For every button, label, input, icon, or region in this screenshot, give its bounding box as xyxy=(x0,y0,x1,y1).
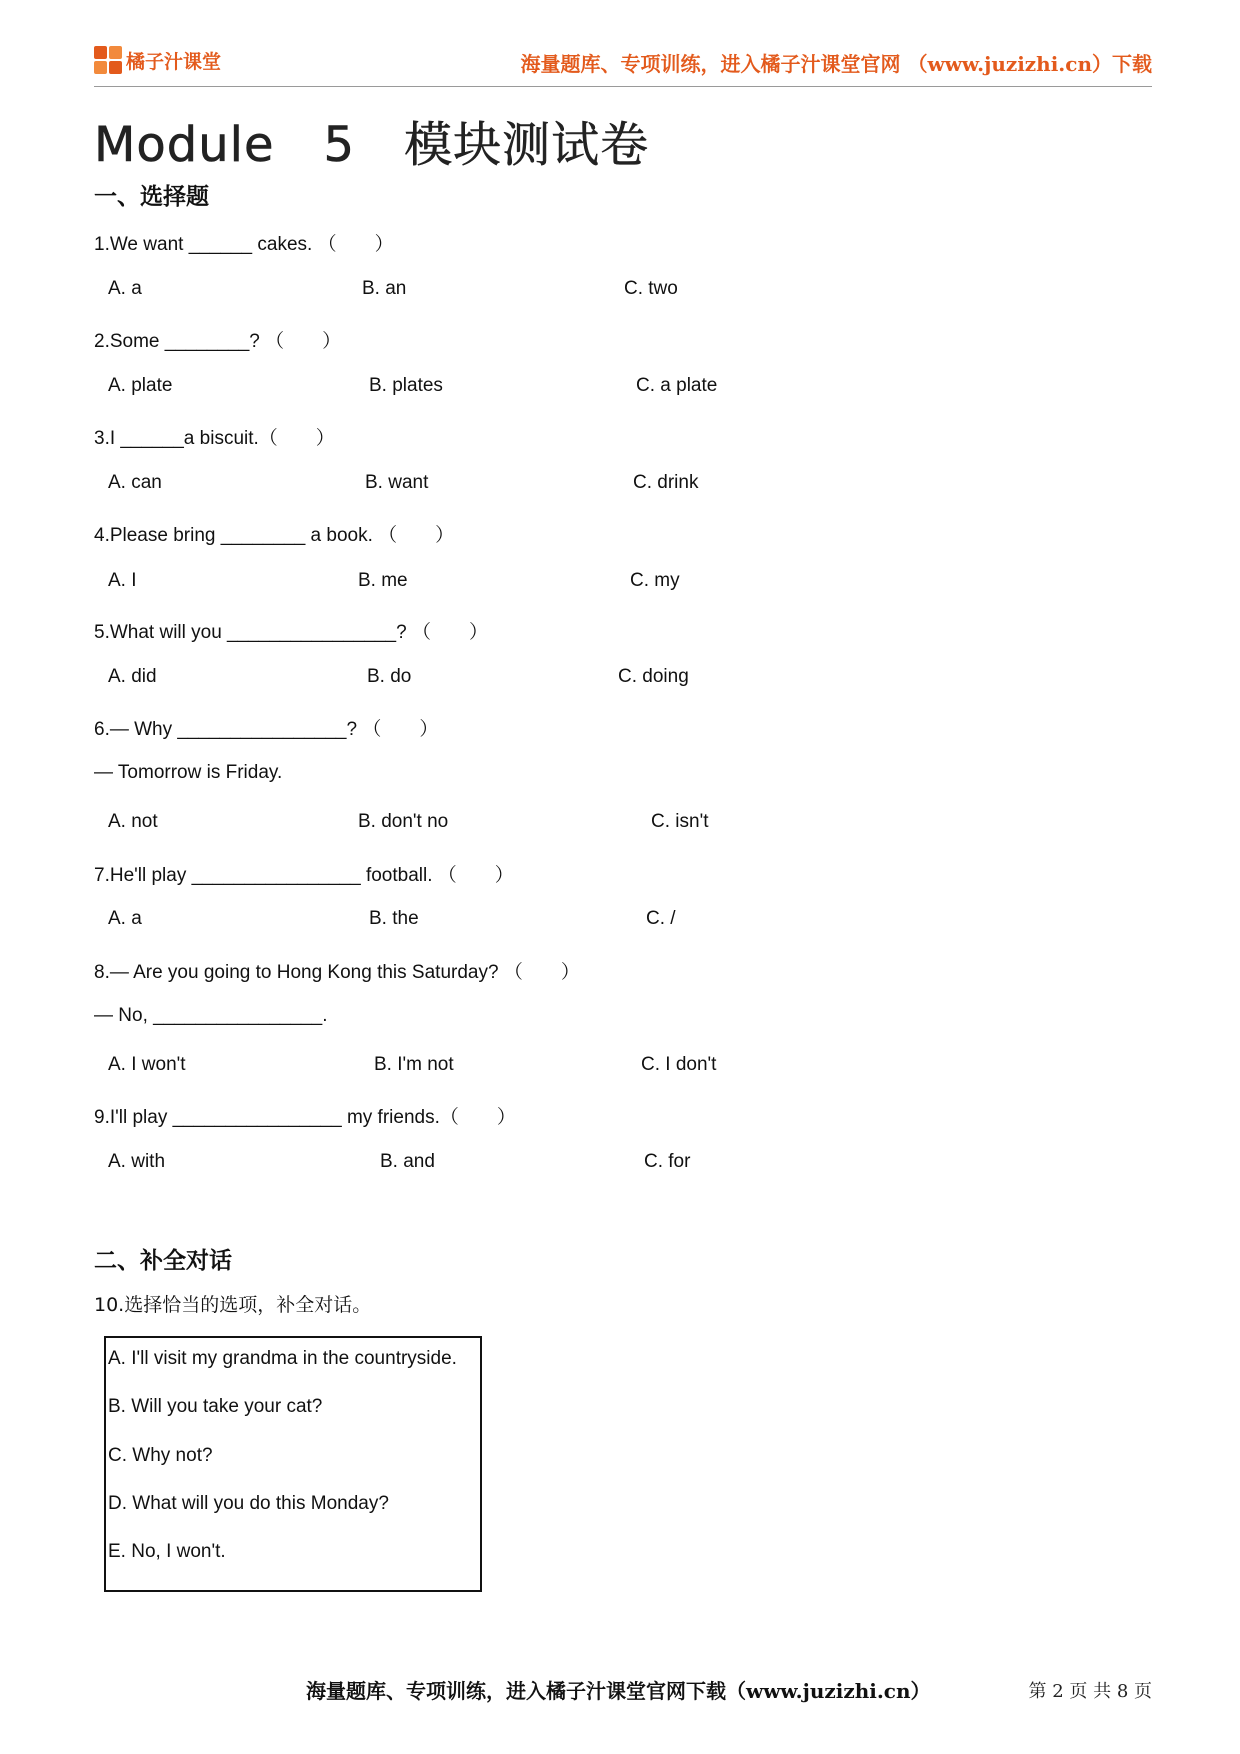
question-5: 5.What will you ________________? （ ） xyxy=(94,622,488,643)
q4-option-b: B. me xyxy=(358,570,408,591)
section-heading-dialogue: 二、补全对话 xyxy=(94,1248,232,1274)
question-8-reply: — No, ________________. xyxy=(94,1005,328,1026)
q9-option-a: A. with xyxy=(108,1151,166,1172)
q3-option-c: C. drink xyxy=(633,472,699,493)
q1-option-a: A. a xyxy=(108,278,142,299)
dialogue-choice-e: E. No, I won't. xyxy=(108,1541,226,1562)
q2-option-a: A. plate xyxy=(108,375,173,396)
question-6-reply: — Tomorrow is Friday. xyxy=(94,762,283,783)
q9-option-b: B. and xyxy=(380,1151,435,1172)
question-7: 7.He'll play ________________ football. （ ） xyxy=(94,865,514,886)
q5-option-a: A. did xyxy=(108,666,157,687)
header-slogan: 海量题库、专项训练，进入橘子汁课堂官网 （www.juzizhi.cn）下载 xyxy=(520,52,1152,76)
dialogue-instruction: 10.选择恰当的选项，补全对话。 xyxy=(94,1294,372,1316)
q7-option-c: C. / xyxy=(646,908,676,929)
q4-option-a: A. I xyxy=(108,570,137,591)
logo xyxy=(94,44,221,76)
footer-slogan: 海量题库、专项训练，进入橘子汁课堂官网下载（www.juzizhi.cn） xyxy=(306,1679,931,1703)
logo-icon xyxy=(94,46,122,74)
dialogue-choice-c: C. Why not? xyxy=(108,1445,213,1466)
question-9: 9.I'll play ________________ my friends.（ ） xyxy=(94,1107,516,1128)
q8-option-b: B. I'm not xyxy=(374,1054,454,1075)
q8-option-c: C. I don't xyxy=(641,1054,717,1075)
page-title: Module 5 模块测试卷 xyxy=(94,117,650,173)
q1-option-b: B. an xyxy=(362,278,407,299)
q8-option-a: A. I won't xyxy=(108,1054,186,1075)
logo-text: 橘子汁课堂 xyxy=(126,50,222,73)
q6-option-c: C. isn't xyxy=(651,811,709,832)
q4-option-c: C. my xyxy=(630,570,680,591)
question-1: 1.We want ______ cakes. （ ） xyxy=(94,234,394,255)
q7-option-a: A. a xyxy=(108,908,142,929)
question-3: 3.I ______a biscuit.（ ） xyxy=(94,428,335,449)
q5-option-b: B. do xyxy=(367,666,412,687)
page-number: 第 2 页 共 8 页 xyxy=(1028,1681,1152,1702)
question-4: 4.Please bring ________ a book. （ ） xyxy=(94,525,455,546)
q6-option-a: A. not xyxy=(108,811,158,832)
page-header xyxy=(94,40,1152,87)
dialogue-choice-b: B. Will you take your cat? xyxy=(108,1396,323,1417)
q1-option-c: C. two xyxy=(624,278,678,299)
dialogue-choice-d: D. What will you do this Monday? xyxy=(108,1493,389,1514)
q3-option-a: A. can xyxy=(108,472,162,493)
q2-option-c: C. a plate xyxy=(636,375,718,396)
q2-option-b: B. plates xyxy=(369,375,443,396)
q9-option-c: C. for xyxy=(644,1151,691,1172)
question-8: 8.— Are you going to Hong Kong this Saturday? （ ） xyxy=(94,962,580,983)
dialogue-choices-box xyxy=(104,1336,482,1592)
question-2: 2.Some ________? （ ） xyxy=(94,331,342,352)
q6-option-b: B. don't no xyxy=(358,811,449,832)
q5-option-c: C. doing xyxy=(618,666,689,687)
question-6: 6.— Why ________________? （ ） xyxy=(94,719,439,740)
section-heading-choice: 一、选择题 xyxy=(94,184,209,210)
q3-option-b: B. want xyxy=(365,472,429,493)
dialogue-choice-a: A. I'll visit my grandma in the countryside. xyxy=(108,1348,457,1369)
q7-option-b: B. the xyxy=(369,908,419,929)
